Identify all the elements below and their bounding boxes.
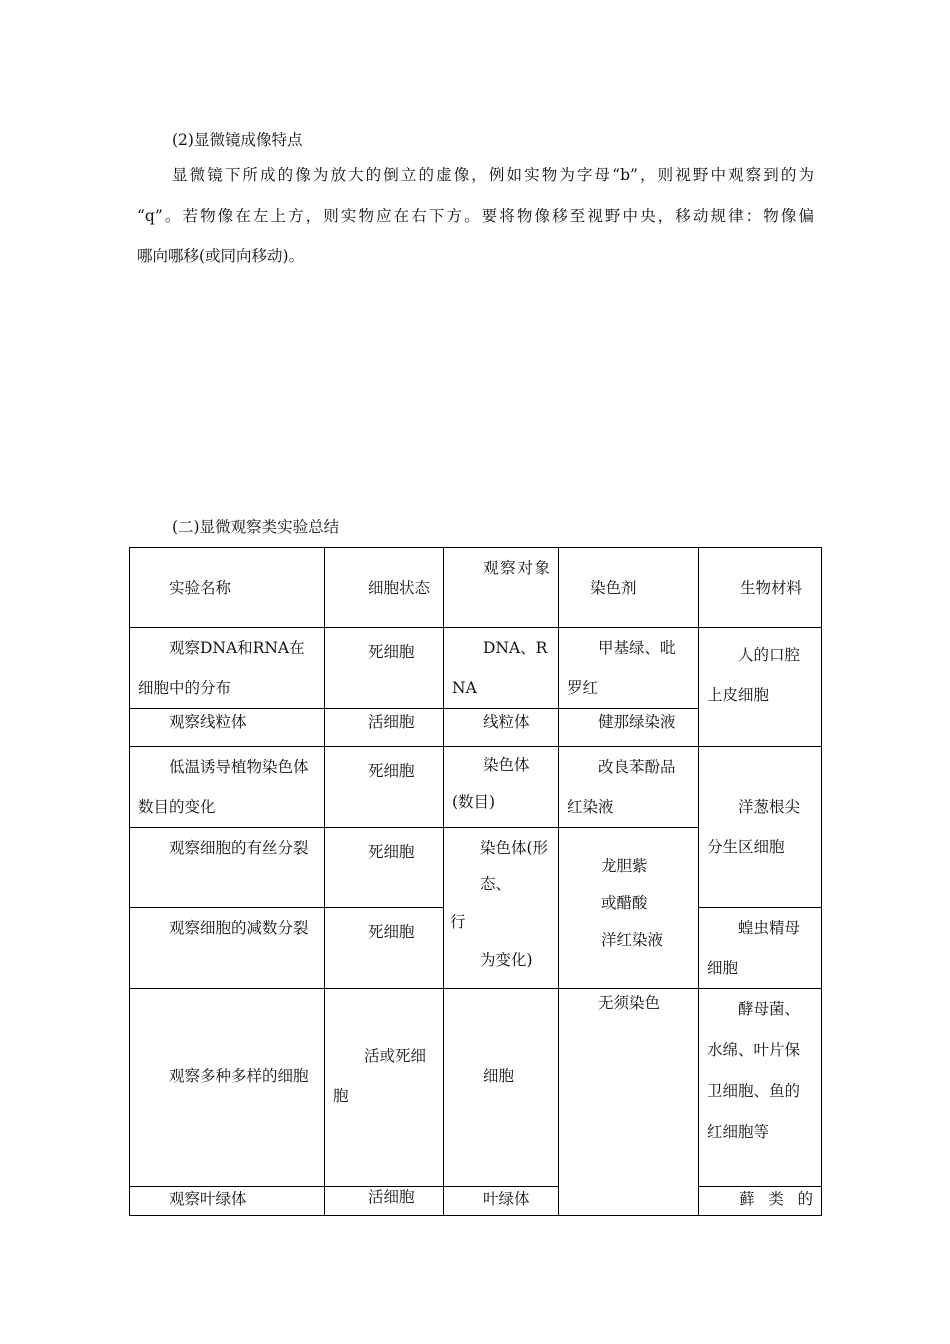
table-row-4-object [444, 828, 559, 989]
table-row-3-object: 染色体(数目) [444, 747, 559, 828]
table-row-5-material: 蝗虫精母细胞 [699, 908, 822, 989]
table-row-6-name: 观察多种多样的细胞 [130, 989, 325, 1187]
table-row-2-stain: 健那绿染液 [559, 709, 699, 747]
stain-line-b: 或醋酸 [601, 894, 648, 912]
header-observed-object: 观察对象 [444, 548, 559, 628]
table-row-7-state: 活细胞 [325, 1187, 444, 1216]
table-row-3-material: 洋葱根尖分生区细胞 [699, 747, 822, 908]
table-row-2-object: 线粒体 [444, 709, 559, 747]
table-row-3-stain: 改良苯酚品红染液 [559, 747, 699, 828]
table-row-2-name: 观察线粒体 [130, 709, 325, 747]
table-row-1-material: 人的口腔上皮细胞 [699, 628, 822, 747]
object-line-c: 为变化) [480, 951, 533, 969]
table-row-6-stain: 无须染色 [559, 989, 699, 1216]
table-row-3-name: 低温诱导植物染色体数目的变化 [130, 747, 325, 828]
table-row-1-stain: 甲基绿、吡罗红 [559, 628, 699, 709]
header-experiment-name: 实验名称 [130, 548, 325, 628]
table-row-2-state: 活细胞 [325, 709, 444, 747]
section-heading-imaging: (2)显微镜成像特点 [172, 131, 303, 149]
table-row-5-name: 观察细胞的减数分裂 [130, 908, 325, 989]
paragraph-line-1: 显微镜下所成的像为放大的倒立的虚像，例如实物为字母“b”，则视野中观察到的为 [172, 166, 814, 184]
header-cell-state: 细胞状态 [325, 548, 444, 628]
paragraph-line-2: “q”。若物像在左上方，则实物应在右下方。要将物像移至视野中央，移动规律：物像偏 [137, 207, 814, 225]
experiment-summary-table [129, 547, 822, 1216]
table-row-7-material: 藓类的 [699, 1187, 822, 1216]
paragraph-line-3: 哪向哪移(或同向移动)。 [137, 247, 305, 265]
object-line-a: 染色体(形态、 [480, 839, 549, 893]
table-row-1-state: 死细胞 [325, 628, 444, 709]
table-row-1-object: DNA、RNA [444, 628, 559, 709]
table-row-4-stain [559, 828, 699, 989]
header-material: 生物材料 [699, 548, 822, 628]
table-row-7-object: 叶绿体 [444, 1187, 559, 1216]
table-row-6-object: 细胞 [444, 989, 559, 1187]
table-row-7-name: 观察叶绿体 [130, 1187, 325, 1216]
table-row-1-name: 观察DNA和RNA在细胞中的分布 [130, 628, 325, 709]
section-heading-summary: (二)显微观察类实验总结 [172, 518, 340, 536]
table-row-4-state: 死细胞 [325, 828, 444, 908]
table-row-3-state: 死细胞 [325, 747, 444, 828]
table-row-6-material: 酵母菌、水绵、叶片保卫细胞、鱼的红细胞等 [699, 989, 822, 1187]
header-stain: 染色剂 [559, 548, 699, 628]
stain-line-a: 龙胆紫 [601, 857, 648, 875]
table-row-6-state: 活或死细胞 [325, 989, 444, 1187]
stain-line-c: 洋红染液 [601, 931, 664, 949]
table-row-5-state: 死细胞 [325, 908, 444, 989]
object-line-b: 行 [450, 913, 466, 931]
table-row-4-name: 观察细胞的有丝分裂 [130, 828, 325, 908]
